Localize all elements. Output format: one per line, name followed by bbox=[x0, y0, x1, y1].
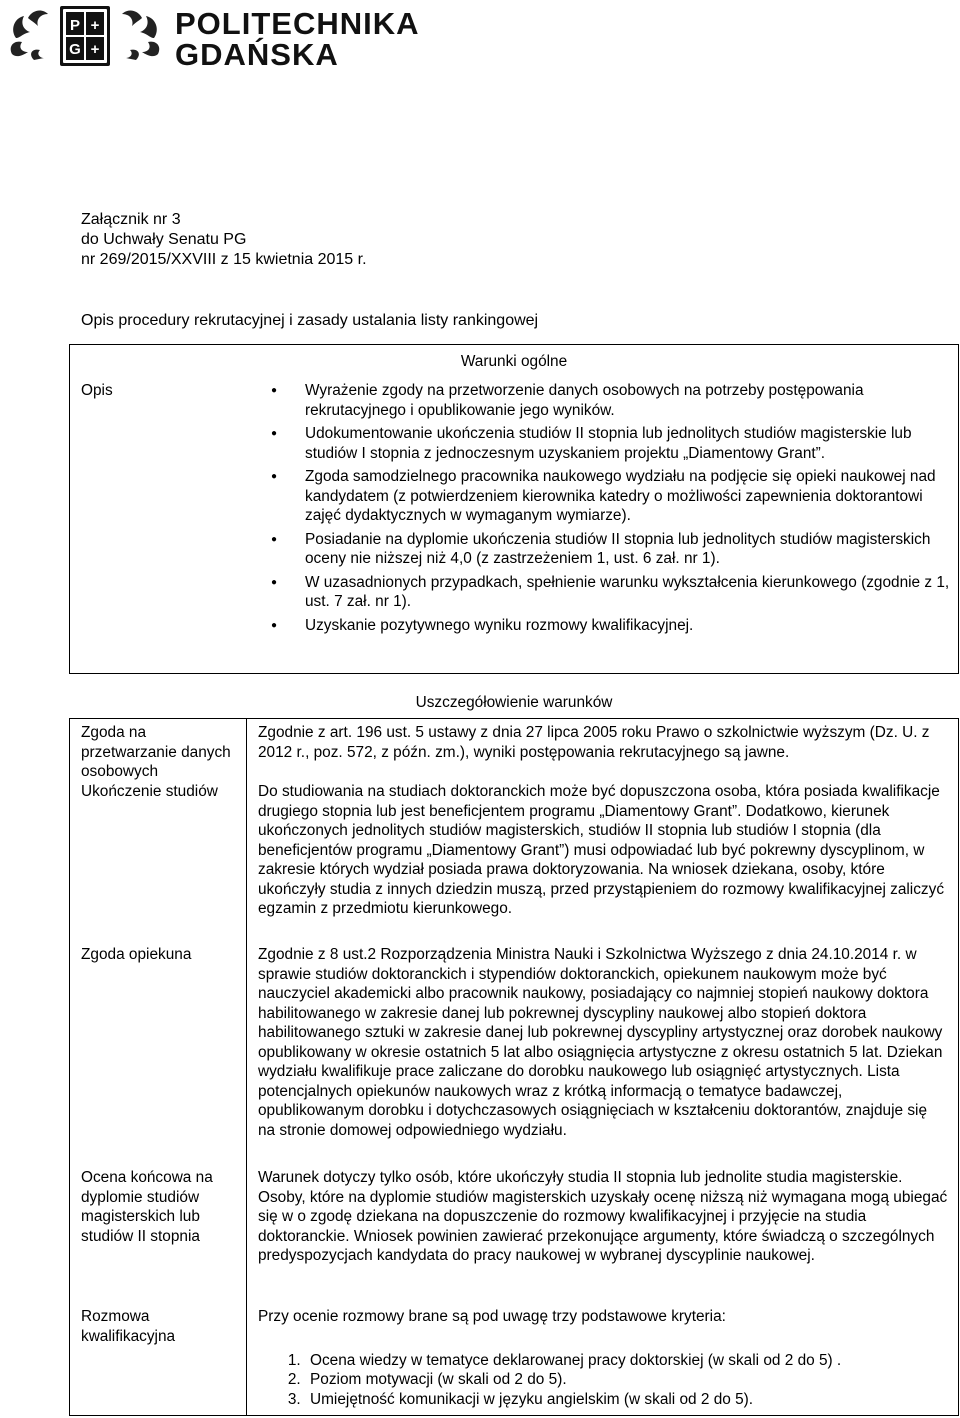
general-conditions-table bbox=[69, 344, 959, 674]
svg-text:P: P bbox=[69, 17, 81, 34]
interview-intro: Przy ocenie rozmowy brane są pod uwagę trzy podstawowe kryteria: bbox=[258, 1308, 726, 1325]
list-item: ● Uzyskanie pozytywnego wyniku rozmowy kwalifikacyjnej. bbox=[271, 616, 951, 636]
logo-text-line2: GDAŃSKA bbox=[175, 37, 339, 72]
list-item: ● Wyrażenie zgody na przetworzenie danych osobowych na potrzeby postępowania rekrutacyjnego i opublikowanie jego wyników. bbox=[271, 381, 951, 420]
svg-text:G: G bbox=[69, 41, 81, 58]
row-text-final-grade: Warunek dotyczy tylko osób, które ukończyły studia II stopnia lub jednolite studia magisterskie. Osoby, które na dyplomie studiów magisterskich uzyskały ocenę niższą niż wymagana mogą ubiegać się w o zgodę dziekana na dopuszczenie do rozmowy kwalifikacyjnej i przyjęcie na studia doktoranckie. Wniosek powinien zawierać przekonujące argumenty, które świadczą o szczególnych predyspozycjach kandydata do pracy naukowej w wybranej dyscyplinie naukowej. bbox=[258, 1169, 948, 1264]
list-item: 2. Poziom motywacji (w skali od 2 do 5). bbox=[305, 1370, 948, 1390]
general-conditions-list bbox=[271, 381, 951, 639]
general-conditions-heading: Warunki ogólne bbox=[460, 353, 568, 370]
logo-text-line1: POLITECHNIKA bbox=[175, 6, 420, 41]
attachment-line1: Załącznik nr 3 bbox=[81, 211, 181, 228]
attachment-line2: do Uchwały Senatu PG bbox=[81, 231, 247, 248]
row-text-graduation: Do studiowania na studiach doktoranckich może być dopuszczona osoba, która posiada kwalifikacje drugiego stopnia lub jest beneficjentem programu „Diamentowy Grant”. Dodatkowo, kierunek ukończonych jednolitych studiów magisterskich, studiów II stopnia lub studiów I stopnia (dla beneficjentów programu „Diamentowy Grant”) musi odpowiadać lub być pokrewny dyscyplinom, w zakresie których wydział posiada prawa doktoryzowania. Na wniosek dziekana, osoby, które ukończyły studia z innych dziedzin muszą, przed przystąpieniem do rozmowy kwalifikacyjnej zaliczyć egzamin z przedmiotu kierunkowego. bbox=[258, 783, 945, 917]
svg-text:+: + bbox=[90, 41, 100, 58]
row-label-interview: Rozmowa kwalifikacyjna bbox=[81, 1308, 176, 1345]
attachment-header bbox=[81, 210, 367, 270]
general-conditions-row-label: Opis bbox=[81, 382, 113, 399]
pg-emblem-icon bbox=[8, 4, 162, 68]
document-title: Opis procedury rekrutacyjnej i zasady ustalania listy rankingowej bbox=[81, 312, 539, 329]
row-text-supervisor: Zgodnie z 8 ust.2 Rozporządzenia Ministra Nauki i Szkolnictwa Wyższego z dnia 24.10.2014 r. w sprawie studiów doktoranckich i stypendiów doktoranckich, opiekunem naukowym może być nauczyciel akademicki albo pracownik naukowy, posiadający co najmniej stopień naukowy doktora habilitowanego w zakresie danej lub pokrewnej dyscypliny naukowej albo stopień doktora habilitowanego sztuki w zakresie danej lub pokrewnej dyscypliny artystycznej oraz dorobek naukowy opublikowany w okresie ostatnich 5 lat albo osiągnięcia artystyczne z okresu ostatnich 5 lat. Dziekan wydziału kwalifikuje prace zaliczane do dorobku naukowego lub osiągnięć artystycznych. Lista potencjalnych opiekunów naukowych wraz z krótką informacją o tematyce badawczej, opublikowanym dorobku i dotychczasowych osiągnięciach w kształceniu doktorantów, znajduje się na stronie domowej odpowiedniego wydziału. bbox=[258, 946, 943, 1139]
list-item: ● W uzasadnionych przypadkach, spełnienie warunku wykształcenia kierunkowego (zgodnie z 1, ust. 7 zał. nr 1). bbox=[271, 573, 951, 612]
row-text-consent: Zgodnie z art. 196 ust. 5 ustawy z dnia 27 lipca 2005 roku Prawo o szkolnictwie wyższym (Dz. U. z 2012 r., poz. 572, z późn. zm.), wyniki postępowania rekrutacyjnego są jawne. bbox=[258, 724, 930, 761]
row-label-consent: Zgoda na przetwarzanie danych osobowych bbox=[81, 724, 231, 780]
criteria-list bbox=[258, 1351, 948, 1410]
list-item: ● Udokumentowanie ukończenia studiów II stopnia lub jednolitych studiów magisterskie lub studiów I stopnia z jednoczesnym uzyskaniem projektu „Diamentowy Grant”. bbox=[271, 424, 951, 463]
list-item: ● Posiadanie na dyplomie ukończenia studiów II stopnia lub jednolitych studiów magisterskich oceny nie niższej niż 4,0 (z zastrzeżeniem 1, ust. 6 zał. nr 1). bbox=[271, 530, 951, 569]
list-item: ● Zgoda samodzielnego pracownika naukowego wydziału na podjęcie się opieki naukowej nad kandydatem (z potwierdzeniem kierownika katedry o możliwości zapewnienia doktorantowi zajęć dydaktycznych w wymaganym wymiarze). bbox=[271, 467, 951, 526]
attachment-line3: nr 269/2015/XXVIII z 15 kwietnia 2015 r. bbox=[81, 251, 367, 268]
row-label-supervisor: Zgoda opiekuna bbox=[81, 946, 192, 963]
row-text-interview bbox=[258, 1307, 948, 1409]
column-divider bbox=[246, 719, 247, 1415]
pg-logo bbox=[8, 4, 420, 72]
list-item: 3. Umiejętność komunikacji w języku angielskim (w skali od 2 do 5). bbox=[305, 1390, 948, 1410]
svg-text:+: + bbox=[90, 17, 100, 34]
detailed-conditions-heading: Uszczegółowienie warunków bbox=[415, 694, 613, 711]
row-label-final-grade: Ocena końcowa na dyplomie studiów magisterskich lub studiów II stopnia bbox=[81, 1169, 213, 1245]
detailed-conditions-table bbox=[69, 718, 959, 1416]
row-label-graduation: Ukończenie studiów bbox=[81, 783, 218, 800]
list-item: 1. Ocena wiedzy w tematyce deklarowanej pracy doktorskiej (w skali od 2 do 5) . bbox=[305, 1351, 948, 1371]
